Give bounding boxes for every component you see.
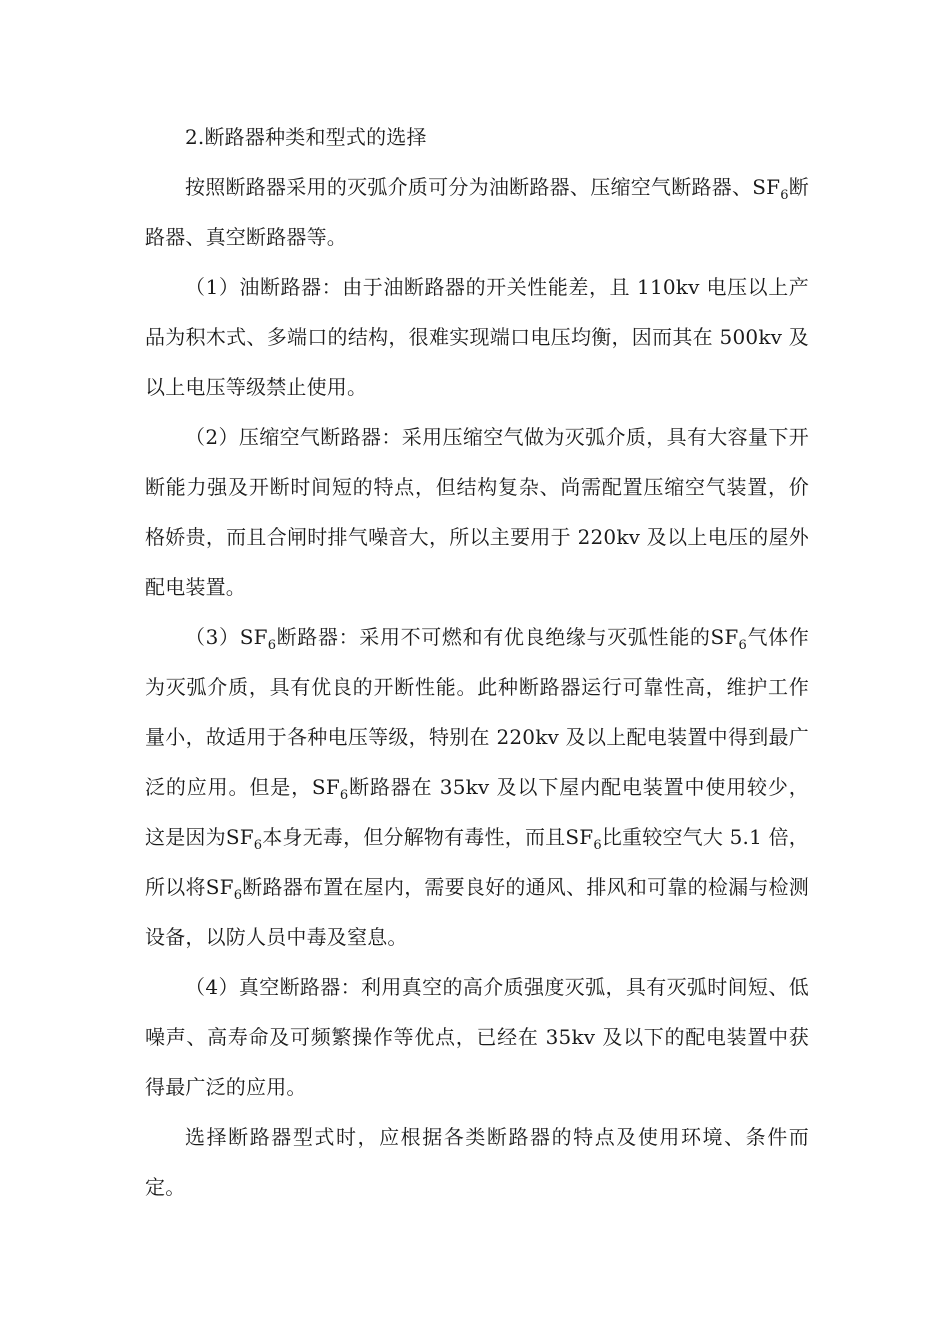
sf6-text-c: 气体作为灭弧介质，具有优良的开断性能。此种断路器运行可靠性高，维护工作量小，故适用于各种电压等级，特别在 220kv 及以上配电装置中得到最广泛的应用。但是，SF xyxy=(145,625,809,799)
paragraph-oil-breaker: （1）油断路器：由于油断路器的开关性能差，且 110kv 电压以上产品为积木式、多端口的结构，很难实现端口电压均衡，因而其在 500kv 及以上电压等级禁止使用。 xyxy=(145,275,809,399)
paragraph-conclusion: 选择断路器型式时，应根据各类断路器的特点及使用环境、条件而定。 xyxy=(145,1125,809,1199)
paragraph-sf6-breaker xyxy=(145,612,809,962)
sf6-text-d: 断路器在 35kv 及以下屋内配电装置中使用较少，这是因为SF xyxy=(145,775,809,849)
sf6-text-g: 断路器布置在屋内，需要良好的通风、排风和可靠的检漏与检测设备，以防人员中毒及窒息。 xyxy=(145,875,810,949)
subscript-6: 6 xyxy=(339,788,349,803)
intro-text-a: 按照断路器采用的灭弧介质可分为油断路器、压缩空气断路器、SF xyxy=(185,175,781,199)
paragraph-air-breaker: （2）压缩空气断路器：采用压缩空气做为灭弧介质，具有大容量下开断能力强及开断时间短的特点，但结构复杂、尚需配置压缩空气装置，价格娇贵，而且合闸时排气噪音大，所以主要用于 220kv 及以上电压的屋外配电装置。 xyxy=(145,425,809,599)
intro-text-b: 断路器、真空断路器等。 xyxy=(145,175,810,249)
document-body xyxy=(145,112,809,1212)
subscript-6: 6 xyxy=(233,888,243,903)
sf6-text-e: 本身无毒，但分解物有毒性，而且SF xyxy=(262,825,594,849)
section-heading: 2.断路器种类和型式的选择 xyxy=(185,125,427,149)
subscript-6: 6 xyxy=(738,638,747,653)
subscript-6: 6 xyxy=(267,638,277,653)
sf6-text-f: 比重较空气大 5.1 倍，所以将SF xyxy=(145,825,809,899)
paragraph-intro xyxy=(145,162,809,262)
subscript-6: 6 xyxy=(780,188,789,203)
sf6-text-a: （3）SF xyxy=(185,625,268,649)
subscript-6: 6 xyxy=(593,838,602,853)
paragraph-vacuum-breaker: （4）真空断路器：利用真空的高介质强度灭弧，具有灭弧时间短、低噪声、高寿命及可频繁操作等优点，已经在 35kv 及以下的配电装置中获得最广泛的应用。 xyxy=(145,975,809,1099)
subscript-6: 6 xyxy=(253,838,263,853)
sf6-text-b: 断路器：采用不可燃和有优良绝缘与灭弧性能的SF xyxy=(276,625,739,649)
